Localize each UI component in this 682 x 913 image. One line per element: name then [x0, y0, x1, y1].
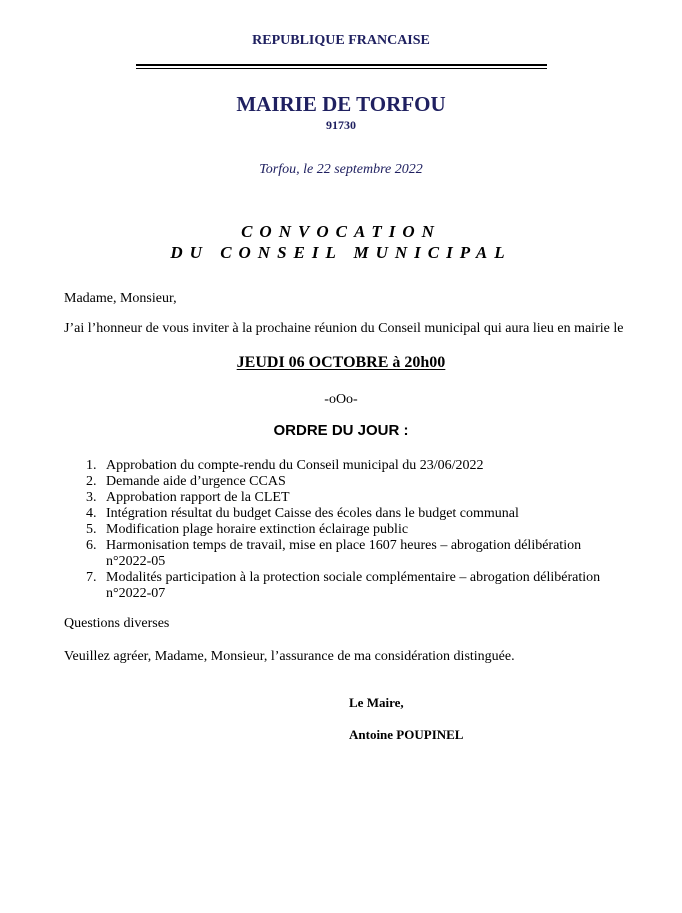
meeting-date-text: JEUDI 06 OCTOBRE à 20h00: [236, 354, 446, 371]
agenda-item: [80, 474, 620, 490]
header-divider-thick: [136, 64, 547, 66]
agenda-item: [80, 458, 620, 474]
closing-formula: Veuillez agréer, Madame, Monsieur, l’assurance de ma considération distinguée.: [64, 649, 515, 664]
agenda-item-text: Harmonisation temps de travail, mise en place 1607 heures – abrogation délibération n°2022-05: [106, 538, 582, 569]
agenda-item-text: Approbation rapport de la CLET: [106, 490, 290, 505]
agenda-item-number: 6.: [86, 538, 97, 553]
agenda-item-text: Demande aide d’urgence CCAS: [106, 474, 286, 489]
header-divider-thin: [136, 68, 547, 69]
agenda-item-text: Modalités participation à la protection sociale complémentaire – abrogation délibération n°2022-07: [106, 570, 601, 601]
questions-diverses: Questions diverses: [64, 616, 170, 631]
agenda-item-number: 4.: [86, 506, 97, 521]
separator: -oOo-: [324, 392, 358, 407]
agenda-item-text: Intégration résultat du budget Caisse des écoles dans le budget communal: [106, 506, 519, 521]
postcode: 91730: [326, 118, 356, 132]
meeting-date: [0, 354, 682, 372]
signature-role: Le Maire,: [349, 695, 404, 710]
invitation-text: J’ai l’honneur de vous inviter à la prochaine réunion du Conseil municipal qui aura lieu en mairie le: [64, 321, 624, 336]
agenda-item-number: 1.: [86, 458, 97, 473]
agenda-item: [80, 522, 620, 538]
agenda-list: [80, 458, 620, 602]
convocation-title-line1: CONVOCATION: [241, 222, 441, 241]
date-line: Torfou, le 22 septembre 2022: [259, 162, 423, 177]
agenda-item: [80, 506, 620, 522]
signature-name: Antoine POUPINEL: [349, 727, 464, 742]
agenda-item: [80, 538, 620, 570]
agenda-item-text: Approbation du compte-rendu du Conseil municipal du 23/06/2022: [106, 458, 484, 473]
agenda-item: [80, 490, 620, 506]
salutation: Madame, Monsieur,: [64, 291, 177, 306]
agenda-item: [80, 570, 620, 602]
agenda-heading: ORDRE DU JOUR :: [273, 422, 409, 439]
agenda-item-number: 7.: [86, 570, 97, 585]
agenda-item-number: 5.: [86, 522, 97, 537]
convocation-title-line2: DU CONSEIL MUNICIPAL: [170, 243, 512, 262]
town-hall-title: MAIRIE DE TORFOU: [236, 92, 446, 116]
agenda-item-number: 3.: [86, 490, 97, 505]
agenda-item-number: 2.: [86, 474, 97, 489]
agenda-item-text: Modification plage horaire extinction éclairage public: [106, 522, 409, 537]
republic-header: REPUBLIQUE FRANCAISE: [252, 33, 430, 48]
